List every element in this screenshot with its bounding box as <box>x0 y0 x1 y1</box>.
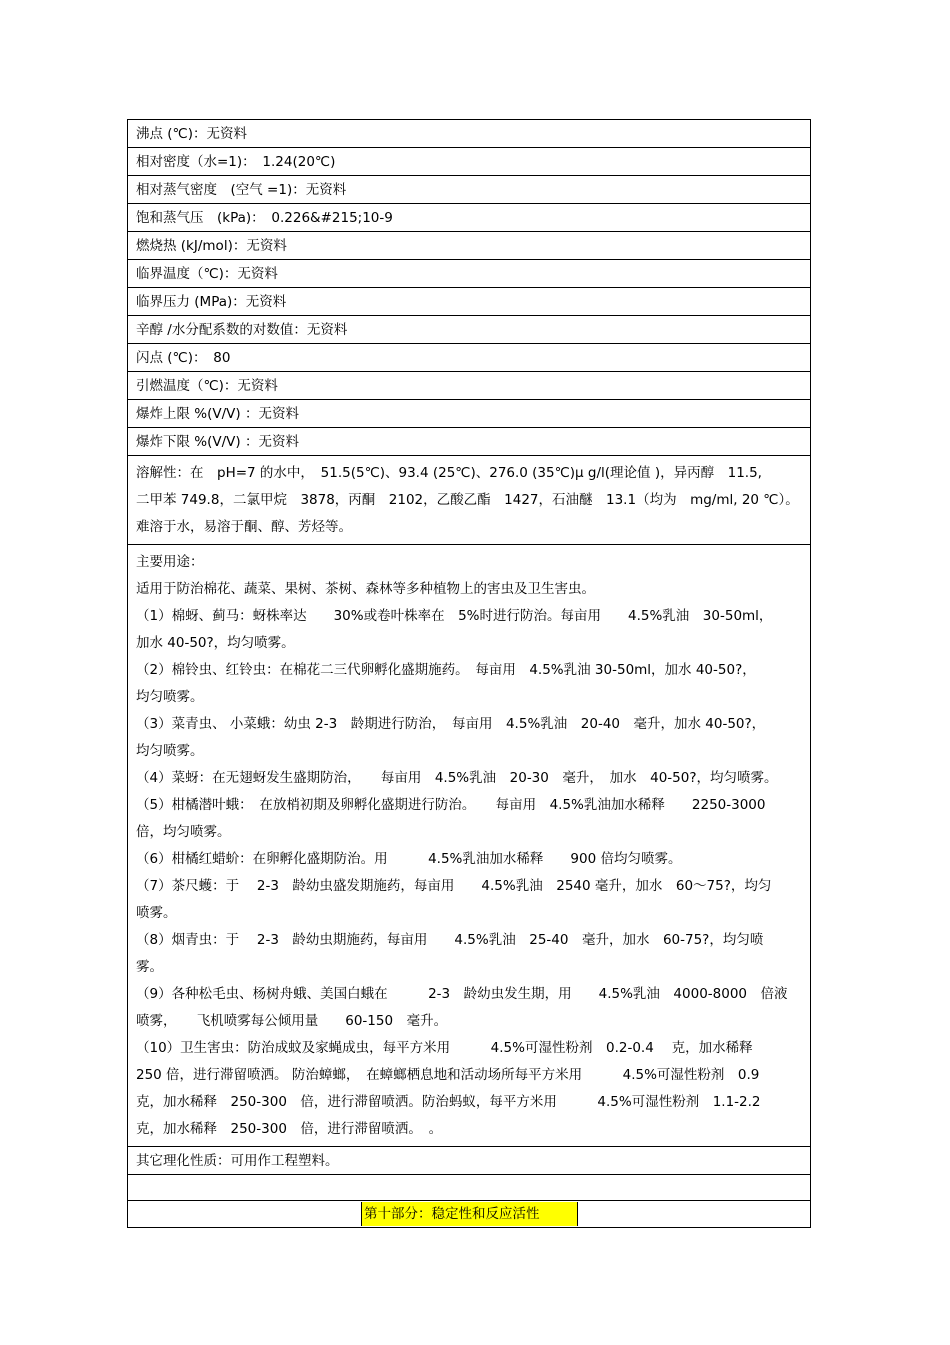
uses-line: 适用于防治棉花、蔬菜、果树、茶树、森林等多种植物上的害虫及卫生害虫。 <box>136 581 595 597</box>
uses-line: （1）棉蚜、蓟马：蚜株率达 30%或卷叶株率在 5%时进行防治。每亩用 4.5%乳油 30-50ml， <box>136 608 773 624</box>
flash-point-row: 闪点 (℃)： 80 <box>128 344 810 372</box>
critical-temperature-row: 临界温度（℃)：无资料 <box>128 260 810 288</box>
uses-line: （4）菜蚜：在无翅蚜发生盛期防治， 每亩用 4.5%乳油 20-30 毫升， 加水 40-50?，均匀喷雾。 <box>136 770 778 786</box>
uses-line: （6）柑橘红蜡蚧：在卵孵化盛期防治。用 4.5%乳油加水稀释 900 倍均匀喷雾。 <box>136 851 682 867</box>
uses-line: （10）卫生害虫：防治成蚊及家蝇成虫，每平方米用 4.5%可湿性粉剂 0.2-0.4 克，加水稀释 <box>136 1040 753 1056</box>
critical-pressure-row: 临界压力 (MPa)：无资料 <box>128 288 810 316</box>
section-heading: 第十部分：稳定性和反应活性 <box>361 1202 578 1226</box>
uses-line: 克，加水稀释 250-300 倍，进行滞留喷洒。 。 <box>136 1121 443 1137</box>
uses-line: 均匀喷雾。 <box>136 689 204 705</box>
uses-line: （3）菜青虫、 小菜蛾：幼虫 2-3 龄期进行防治， 每亩用 4.5%乳油 20-40 毫升，加水 40-50?， <box>136 716 766 732</box>
uses-line: （2）棉铃虫、红铃虫：在棉花二三代卵孵化盛期施药。 每亩用 4.5%乳油 30-50ml，加水 40-50?， <box>136 662 756 678</box>
solubility-line: 溶解性：在 pH=7 的水中， 51.5(5℃)、93.4 (25℃)、276.0 (35℃)μ g/l(理论值 )，异丙醇 11.5, <box>136 465 762 481</box>
uses-line: 喷雾， 飞机喷雾每公倾用量 60-150 毫升。 <box>136 1013 448 1029</box>
section-heading-row <box>128 1201 810 1227</box>
vapor-density-row: 相对蒸气密度 (空气 =1)：无资料 <box>128 176 810 204</box>
uses-heading: 主要用途： <box>136 554 204 570</box>
solubility-line: 二甲苯 749.8，二氯甲烷 3878，丙酮 2102，乙酸乙酯 1427，石油醚 13.1（均为 mg/ml, 20 ℃）。 <box>136 492 799 508</box>
solubility-line: 难溶于水，易溶于酮、醇、芳烃等。 <box>136 519 352 535</box>
relative-density-row: 相对密度（水=1)： 1.24(20℃) <box>128 148 810 176</box>
partition-coefficient-row: 辛醇 /水分配系数的对数值：无资料 <box>128 316 810 344</box>
uses-line: 加水 40-50?，均匀喷雾。 <box>136 635 295 651</box>
uses-line: （9）各种松毛虫、杨树舟蛾、美国白蛾在 2-3 龄幼虫发生期，用 4.5%乳油 4000-8000 倍液 <box>136 986 788 1002</box>
uses-line: 雾。 <box>136 959 163 975</box>
uses-line: 倍，均匀喷雾。 <box>136 824 231 840</box>
uses-line: 克，加水稀释 250-300 倍，进行滞留喷洒。防治蚂蚁，每平方米用 4.5%可湿性粉剂 1.1-2.2 <box>136 1094 761 1110</box>
uses-line: 喷雾。 <box>136 905 177 921</box>
heat-of-combustion-row: 燃烧热 (kJ/mol)：无资料 <box>128 232 810 260</box>
properties-table <box>127 119 811 1228</box>
other-properties-row: 其它理化性质：可用作工程塑料。 <box>128 1147 810 1175</box>
uses-line: （5）柑橘潜叶蛾： 在放梢初期及卵孵化盛期进行防治。 每亩用 4.5%乳油加水稀释 2250-3000 <box>136 797 766 813</box>
solubility-row <box>128 456 810 545</box>
main-uses-row <box>128 545 810 1147</box>
vapor-pressure-row: 饱和蒸气压 (kPa)： 0.226&#215;10-9 <box>128 204 810 232</box>
uses-line: 均匀喷雾。 <box>136 743 204 759</box>
ignition-temperature-row: 引燃温度（℃)：无资料 <box>128 372 810 400</box>
explosion-lower-limit-row: 爆炸下限 %(V/V) ：无资料 <box>128 428 810 456</box>
uses-line: 250 倍，进行滞留喷洒。 防治蟑螂， 在蟑螂栖息地和活动场所每平方米用 4.5%可湿性粉剂 0.9 <box>136 1067 760 1083</box>
explosion-upper-limit-row: 爆炸上限 %(V/V) ：无资料 <box>128 400 810 428</box>
boiling-point-row: 沸点 (℃)：无资料 <box>128 120 810 148</box>
uses-line: （8）烟青虫：于 2-3 龄幼虫期施药，每亩用 4.5%乳油 25-40 毫升，加水 60-75?，均匀喷 <box>136 932 764 948</box>
uses-line: （7）茶尺蠖：于 2-3 龄幼虫盛发期施药，每亩用 4.5%乳油 2540 毫升，加水 60～75?，均匀 <box>136 878 772 894</box>
blank-row <box>128 1175 810 1201</box>
